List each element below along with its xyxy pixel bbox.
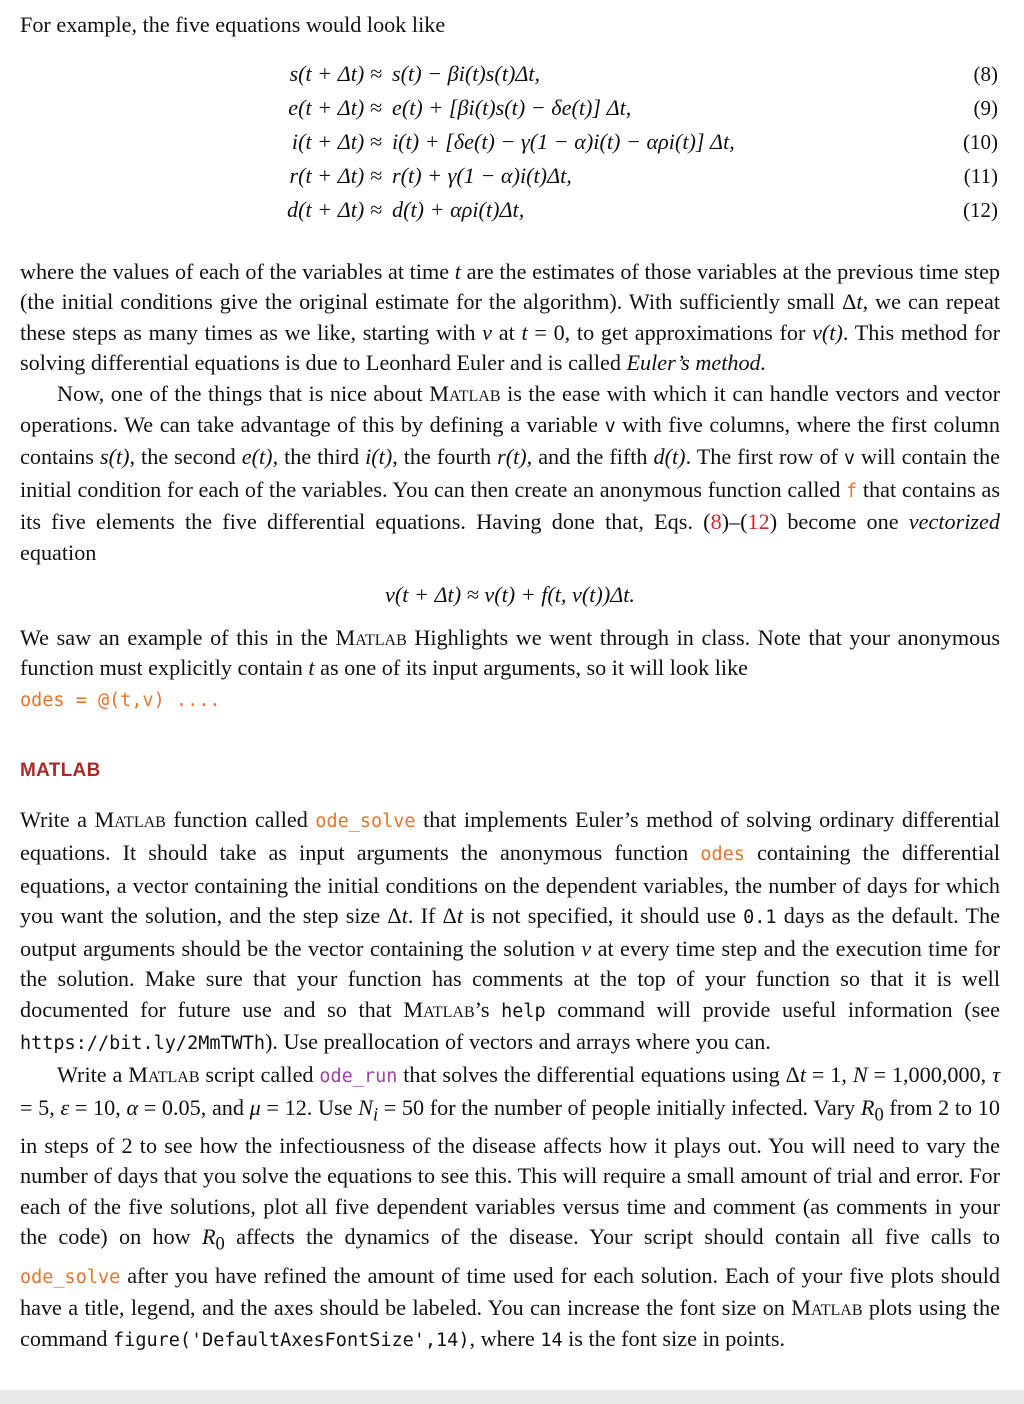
text-run: = 50 for the number of people initially infected. Vary <box>378 1094 861 1120</box>
text-run: , where <box>469 1325 541 1351</box>
math-subscript-0: 0 <box>215 1234 225 1255</box>
text-run: . If Δ <box>407 903 457 929</box>
text-run: from 2 to 10 in steps of 2 to see how the infectiousness of the disease affects how it plays out. You will need to vary the number of days that you solve the equations to see this. This will require a small amount of trial and error. For each of the five solutions, plot all five dependent variables versus time and comment (as comments in your the code) on how <box>20 1094 1000 1250</box>
text-run: = 12. Use <box>260 1094 359 1120</box>
spacer <box>20 783 1000 805</box>
text-run: plots using the command <box>20 1295 1000 1351</box>
equation-12 <box>20 195 1000 225</box>
code-ode-run: ode_run <box>319 1066 398 1088</box>
math-e: e(t) <box>241 444 273 470</box>
equation-10 <box>20 127 1000 157</box>
vectorized-emphasis: vectorized <box>908 509 1000 535</box>
text-run: , we can repeat these steps as many times as we like, starting with <box>20 289 1001 345</box>
vector-equation: v(t + Δt) ≈ v(t) + f(t, v(t))Δt. <box>385 581 635 607</box>
equation-number: (8) <box>973 61 998 86</box>
text-run: is not specified, it should use <box>463 903 744 929</box>
text-run: )–( <box>721 509 748 535</box>
math-mu: μ <box>249 1094 261 1120</box>
math-N: N <box>852 1062 868 1088</box>
text-run: script called <box>199 1062 320 1088</box>
math-t: t <box>401 903 408 929</box>
math-alpha: α <box>126 1094 139 1120</box>
equation-lhs: e(t + Δt) ≈ <box>288 94 382 120</box>
math-vt: v(t) <box>812 319 843 345</box>
equation-8 <box>20 59 1000 89</box>
math-t: t <box>856 289 863 315</box>
math-v: v <box>581 935 592 961</box>
help-url-link[interactable]: https://bit.ly/2MmTWTh <box>20 1033 266 1055</box>
text-run: ). Use preallocation of vectors and arrays where you can. <box>265 1029 771 1055</box>
text-run: days as the default. The output arguments should be the vector containing the solution <box>20 903 1000 961</box>
matlab-name: Matlab <box>791 1295 863 1321</box>
text-run: , the second <box>129 444 242 470</box>
text-run: at every time step and the execution time for the solution. Make sure that your function has comments at the top of your function so that it is well documented for future use and so that <box>20 935 1001 1022</box>
text-run: = 10, <box>69 1094 127 1120</box>
text-run: = 0, to get approximations for <box>527 319 813 345</box>
code-default-step: 0.1 <box>743 907 777 929</box>
text-run: function called <box>165 807 316 833</box>
section-heading-matlab: MATLAB <box>20 760 101 782</box>
text-run: containing the differential equations, a vector containing the initial conditions on the dependent variables, the number of days for which you want the solution, and the step size Δ <box>20 839 1000 929</box>
text-run: that contains as its five elements the five differential equations. Having done that, Eqs. ( <box>20 476 1000 535</box>
paragraph-highlights <box>20 623 1000 717</box>
equation-11 <box>20 161 1000 191</box>
math-r: r(t) <box>497 444 527 470</box>
math-i: i(t) <box>365 444 393 470</box>
matlab-name: Matlab <box>335 624 407 650</box>
equation-lhs: s(t + Δt) ≈ <box>289 60 382 86</box>
text-run: Now, one of the things that is nice about <box>57 380 430 406</box>
equation-number: (12) <box>963 197 998 222</box>
equation-ref-8[interactable]: 8 <box>710 509 722 535</box>
text-run: that solves the differential equations using Δ <box>397 1062 800 1088</box>
math-N: N <box>358 1094 373 1120</box>
math-t: t <box>454 258 461 284</box>
code-f: f <box>846 480 858 502</box>
bottom-edge-bar <box>0 1390 1024 1404</box>
text-run: ’s <box>474 996 502 1022</box>
paragraph-euler <box>20 257 1000 379</box>
math-subscript-i: i <box>372 1105 379 1126</box>
text-run: = 0.05, and <box>138 1094 250 1120</box>
document-page <box>20 0 1000 1356</box>
code-font-size: 14 <box>540 1329 563 1351</box>
text-run: , the fourth <box>392 444 498 470</box>
equation-rhs: r(t) + γ(1 − α)i(t)Δt, <box>392 162 572 188</box>
math-R: R <box>201 1224 216 1250</box>
text-run: , the third <box>272 444 366 470</box>
code-ode-solve: ode_solve <box>20 1266 121 1288</box>
text-run: = 1, <box>806 1062 853 1088</box>
text-run: after you have refined the amount of time used for each solution. Each of your five plots should have a title, legend, and the axes should be labeled. You can increase the font size on <box>20 1262 1000 1321</box>
text-run: ) become one <box>769 509 909 535</box>
text-run: that implements Euler’s method of solving ordinary differential equations. It should take as input arguments the anonymous function <box>20 807 1000 865</box>
code-v: v <box>604 415 616 437</box>
text-run: is the ease with which it can handle vectors and vector operations. We can take advantage of this by defining a variable <box>20 380 1000 437</box>
paragraph-ode-solve <box>20 805 1000 1060</box>
text-run: Write a <box>20 807 95 833</box>
text-run: We saw an example of this in the <box>20 624 336 650</box>
paragraph-vectors <box>20 379 1000 569</box>
code-odes-example: odes = @(t,v) .... <box>20 689 221 711</box>
code-help: help <box>501 1000 546 1022</box>
text-run: . This method for solving differential equations is due to Leonhard Euler and is called <box>20 319 1001 376</box>
text-run: Write a <box>57 1062 129 1088</box>
equation-rhs: e(t) + [βi(t)s(t) − δe(t)] Δt, <box>392 94 632 120</box>
math-t: t <box>521 319 528 345</box>
math-v: v <box>482 319 492 345</box>
equation-ref-12[interactable]: 12 <box>747 509 770 535</box>
equation-number: (10) <box>963 129 998 154</box>
equation-number: (9) <box>973 95 998 120</box>
text-run: with five columns, where the first column contains <box>20 411 1001 470</box>
math-epsilon: ε <box>60 1094 70 1120</box>
code-odes: odes <box>700 843 745 865</box>
math-subscript-0: 0 <box>874 1105 884 1126</box>
equation-lhs: i(t + Δt) ≈ <box>291 128 382 154</box>
math-t: t <box>308 655 315 681</box>
code-figure-command: figure('DefaultAxesFontSize',14) <box>113 1329 470 1351</box>
text-run: where the values of each of the variables at time <box>20 258 455 284</box>
matlab-name: Matlab <box>403 996 475 1022</box>
equation-lhs: d(t + Δt) ≈ <box>286 196 382 222</box>
matlab-name: Matlab <box>128 1062 200 1088</box>
equation-number: (11) <box>963 163 998 188</box>
math-t: t <box>799 1062 807 1088</box>
math-d: d(t) <box>653 444 686 470</box>
text-run: . The first row of <box>685 444 844 470</box>
text-run: equation <box>20 539 97 565</box>
euler-method-emphasis: Euler’s method. <box>626 350 767 376</box>
matlab-name: Matlab <box>429 380 501 406</box>
equation-block <box>20 47 1000 247</box>
text-run: as one of its input arguments, so it will look like <box>314 655 749 681</box>
math-R: R <box>860 1094 875 1120</box>
intro-text: For example, the five equations would look like <box>20 12 446 37</box>
math-tau: τ <box>992 1062 1001 1088</box>
text-run: will contain the initial condition for each of the variables. You can then create an anonymous function called <box>20 444 1000 502</box>
math-s: s(t) <box>99 444 130 470</box>
text-run: command will provide useful information (see <box>545 996 1000 1022</box>
text-run: are the estimates of those variables at the previous time step (the initial conditions give the original estimate for the algorithm). With sufficiently small Δ <box>20 258 1001 315</box>
text-run: = 5, <box>20 1094 61 1120</box>
text-run: = 1,000,000, <box>867 1062 993 1088</box>
equation-lhs: r(t + Δt) ≈ <box>289 162 382 188</box>
equation-9 <box>20 93 1000 123</box>
text-run: affects the dynamics of the disease. Your script should contain all five calls to <box>224 1224 1000 1250</box>
paragraph-ode-run <box>20 1060 1000 1356</box>
equation-rhs: d(t) + αρi(t)Δt, <box>392 196 525 222</box>
text-run: is the font size in points. <box>562 1325 786 1351</box>
text-run: , and the fifth <box>526 444 654 470</box>
text-run: at <box>492 319 522 345</box>
matlab-name: Matlab <box>94 807 166 833</box>
code-v: v <box>843 448 856 470</box>
code-ode-solve: ode_solve <box>315 811 416 833</box>
equation-rhs: s(t) − βi(t)s(t)Δt, <box>392 60 541 86</box>
math-t: t <box>456 903 463 929</box>
equation-rhs: i(t) + [δe(t) − γ(1 − α)i(t) − αρi(t)] Δt, <box>392 128 735 154</box>
text-run: Highlights we went through in class. Note that your anonymous function must explicitly contain <box>20 624 1000 681</box>
